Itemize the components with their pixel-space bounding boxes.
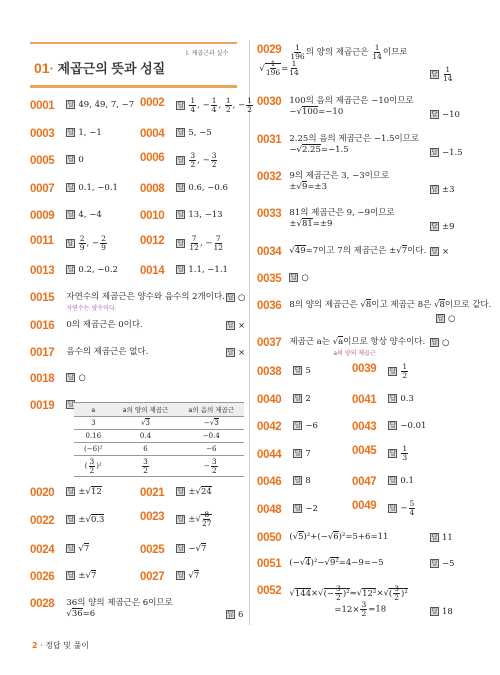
problem-0029: 0029 $\frac{1}{196}$ 의 양의 제곱근은 $\frac{1}{14}$ 이므로 √ $\frac{1}{196}$ = $\frac{1}{14}$ xyxy=(257,43,408,77)
problem-0045: 0045 답 $\frac{1}{3}$ xyxy=(352,444,408,462)
table-header: a xyxy=(74,403,113,417)
answer-0037: 답 ○ xyxy=(431,338,450,348)
page-footer: 2 · 정답 및 풀이 xyxy=(32,641,89,650)
problem-0020: 0020 답 ±√12 xyxy=(30,487,102,499)
problem-0011: 0011 답 $\frac{2}{9}$ , − $\frac{2}{9}$ xyxy=(30,234,106,252)
answer-0033: 답 ±9 xyxy=(431,222,455,232)
square-root-table xyxy=(74,402,244,477)
problem-number: 0032 xyxy=(257,171,282,183)
answer-mark: 답 xyxy=(177,155,185,164)
problem-0009 xyxy=(30,210,102,222)
problem-0003 xyxy=(30,128,102,140)
problem-0023: 0023 답 ±√ $\frac{8}{27}$ xyxy=(140,510,212,528)
problem-number: 0012 xyxy=(140,235,165,247)
footer-label: 정답 및 풀이 xyxy=(45,641,89,650)
problem-number: 0005 xyxy=(30,155,55,167)
problem-0044: 0044 답 7 xyxy=(257,449,311,461)
problem-number: 0044 xyxy=(257,449,282,461)
problem-number: 0029 xyxy=(257,44,282,56)
answer-text: 13, −13 xyxy=(188,210,223,220)
answer-mark: 답 xyxy=(67,100,75,108)
problem-0021: 0021 답 ±√24 xyxy=(140,487,212,499)
answer-0017: 답 × xyxy=(227,348,246,358)
problem-0049: 0049 답 − $\frac{5}{4}$ xyxy=(352,499,415,517)
problem-number: 0028 xyxy=(30,598,55,610)
problem-0006: 0006 답 $\frac{3}{2}$ , − $\frac{3}{2}$ xyxy=(140,151,217,169)
problem-number: 0016 xyxy=(30,320,55,332)
problem-0025: 0025 답 −√7 xyxy=(140,544,207,556)
answer-text: 0 xyxy=(78,155,84,165)
problem-number: 0024 xyxy=(30,544,55,556)
problem-number: 0013 xyxy=(30,265,55,277)
answer-mark: 답 xyxy=(177,265,185,273)
problem-0005 xyxy=(30,155,84,167)
answer-0034: 답 × xyxy=(431,247,450,257)
answer-mark: 답 xyxy=(177,210,185,218)
problem-number: 0003 xyxy=(30,128,55,140)
problem-0033: 0033 81의 제곱근은 9, −9이므로 ±√81=±9 xyxy=(257,208,395,229)
table-header: a의 양의 제곱근 xyxy=(113,403,179,417)
answer-mark: 답 xyxy=(177,128,185,136)
answer-text: 1.1, −1.1 xyxy=(188,265,228,275)
problem-number: 0040 xyxy=(257,394,282,406)
answer-mark: 답 xyxy=(67,183,75,191)
problem-0052: 0052 √144×√(− $\frac{3}{2}$ )²=√12²×√( $\frac{3}{2}$ )² =12× $\frac{3}{2}$ =18 xyxy=(257,584,408,618)
problem-0046: 0046 답 8 xyxy=(257,476,311,488)
table-row: 3 √3 −√3 xyxy=(74,417,244,430)
answer-0051: 답 −5 xyxy=(431,559,455,569)
problem-number: 0018 xyxy=(30,373,55,385)
answer-text: 0.6, −0.6 xyxy=(188,183,228,193)
problem-number: 0008 xyxy=(140,183,165,195)
problem-0031: 0031 2.25의 음의 제곱근은 −1.5이므로 −√2.25=−1.5 xyxy=(257,134,420,155)
answer-0016: 답 × xyxy=(227,321,246,331)
problem-number: 0048 xyxy=(257,504,282,516)
problem-number: 0036 xyxy=(257,300,282,312)
answer-mark: 답 xyxy=(67,128,75,136)
problem-number: 0041 xyxy=(352,394,377,406)
problem-number: 0007 xyxy=(30,183,55,195)
answer-text: 0.2, −0.2 xyxy=(78,265,118,275)
page-number: 2 xyxy=(32,641,38,650)
answer-0052: 답 18 xyxy=(431,607,453,617)
problem-number: 0030 xyxy=(257,96,282,108)
explanation-text: 0의 제곱근은 0이다. xyxy=(66,320,143,330)
problem-number: 0009 xyxy=(30,210,55,222)
problem-number: 0021 xyxy=(140,487,165,499)
problem-0039: 0039 답 $\frac{1}{2}$ xyxy=(352,362,408,380)
problem-number: 0047 xyxy=(352,476,377,488)
answer-0030: 답 −10 xyxy=(431,110,460,120)
problem-0035: 0035 답 ○ xyxy=(257,273,309,285)
problem-number: 0039 xyxy=(352,363,377,375)
answer-mark: 답 xyxy=(67,265,75,273)
problem-number: 0042 xyxy=(257,421,282,433)
problem-number: 0027 xyxy=(140,571,165,583)
problem-number: 0045 xyxy=(352,445,377,457)
answer-mark: 답 xyxy=(177,238,185,247)
problem-0024: 0024 답 √7 xyxy=(30,544,90,556)
answer-0050: 답 11 xyxy=(431,533,453,543)
answer-text: 1, −1 xyxy=(78,128,102,138)
problem-number: 0010 xyxy=(140,210,165,222)
problem-0030: 0030 100의 음의 제곱근은 −10이므로 −√100=−10 xyxy=(257,96,414,117)
explanation-text: 자연수의 제곱근은 양수와 음수의 2개이다. xyxy=(66,292,225,302)
answer-0029: 답 $\frac{1}{14}$ xyxy=(431,65,453,83)
answer-0031: 답 −1.5 xyxy=(431,148,463,158)
problem-number: 0049 xyxy=(352,500,377,512)
problem-0051: 0051 (−√4)²−√9²=4−9=−5 xyxy=(257,558,384,570)
answer-text: 0.1, −0.1 xyxy=(78,183,118,193)
problem-number: 0037 xyxy=(257,337,282,349)
problem-number: 0015 xyxy=(30,292,55,304)
problem-0042: 0042 답 −6 xyxy=(257,421,318,433)
problem-0018: 0018 답 ○ xyxy=(30,373,86,385)
problem-0014 xyxy=(140,265,228,277)
answer-mark: 답 xyxy=(67,155,75,163)
problem-0015 xyxy=(30,292,225,313)
problem-0013 xyxy=(30,265,118,277)
problem-0043: 0043 답 −0.01 xyxy=(352,421,427,433)
problem-number: 0017 xyxy=(30,347,55,359)
problem-0012: 0012 답 $\frac{7}{12}$ , − $\frac{7}{12}$ xyxy=(140,234,224,252)
problem-0041: 0041 답 0.3 xyxy=(352,394,414,406)
problem-0016 xyxy=(30,320,143,332)
problem-number: 0051 xyxy=(257,558,282,570)
annotation-note: a의 양의 제곱근 xyxy=(333,349,376,357)
problem-number: 0014 xyxy=(140,265,165,277)
answer-0036: 답 ○ xyxy=(437,314,456,324)
problem-number: 0052 xyxy=(257,585,282,597)
column-divider xyxy=(249,40,250,625)
problem-0036: 0036 8의 양의 제곱근은 √8이고 제곱근 8은 √8이므로 같다. xyxy=(257,300,492,312)
problem-0040: 0040 답 2 xyxy=(257,394,311,406)
problem-0002: 0002 답 $\frac{1}{4}$ , − $\frac{1}{4}$ , $\frac{1}{2}$ , − $\frac{1}{2}$ xyxy=(140,96,252,114)
problem-0037: 0037 제곱근 a는 √a이므로 항상 양수이다. a의 양의 제곱근 xyxy=(257,337,426,357)
answer-mark: 답 xyxy=(67,210,75,218)
problem-0034: 0034 √49=7이고 7의 제곱근은 ±√7이다. xyxy=(257,246,427,258)
section-title: 01· 제곱근의 뜻과 성질 xyxy=(34,60,166,76)
problem-0038: 0038 답 5 xyxy=(257,366,311,378)
problem-number: 0001 xyxy=(30,100,55,112)
table-header: a의 음의 제곱근 xyxy=(178,403,244,417)
problem-number: 0031 xyxy=(257,134,282,146)
problem-number: 0019 xyxy=(30,400,55,412)
problem-number: 0023 xyxy=(140,511,165,523)
explanation-text: 음수의 제곱근은 없다. xyxy=(66,347,149,357)
chapter-label: Ⅰ. 제곱근과 실수 xyxy=(186,50,229,57)
answer-0032: 답 ±3 xyxy=(431,185,455,195)
problem-number: 0004 xyxy=(140,128,165,140)
problem-number: 0022 xyxy=(30,515,55,527)
answer-text: 4, −4 xyxy=(78,210,102,220)
answer-mark: 답 xyxy=(67,238,74,247)
problem-number: 0011 xyxy=(30,235,54,247)
problem-number: 0038 xyxy=(257,366,282,378)
problem-0007 xyxy=(30,183,118,195)
problem-number: 0034 xyxy=(257,246,282,258)
problem-number: 0026 xyxy=(30,571,55,583)
problem-number: 0025 xyxy=(140,544,165,556)
unit-number: 01 xyxy=(34,60,50,76)
table-row: (−6)² 6 −6 xyxy=(74,443,244,456)
problem-0050: 0050 (√5)²+(−√6)²=5+6=11 xyxy=(257,532,389,544)
problem-number: 0033 xyxy=(257,208,282,220)
problem-number: 0006 xyxy=(140,152,165,164)
problem-0010 xyxy=(140,210,223,222)
problem-0019: 0019 답 xyxy=(30,400,75,412)
problem-0022: 0022 답 ±√0.3 xyxy=(30,515,105,527)
problem-0008 xyxy=(140,183,228,195)
problem-0048: 0048 답 −2 xyxy=(257,504,318,516)
answer-0015: 답 ○ xyxy=(227,293,246,303)
answer-mark: 답 xyxy=(177,100,185,109)
answer-0028: 답 6 xyxy=(227,610,244,620)
problem-number: 0046 xyxy=(257,476,282,488)
section-title-text: 제곱근의 뜻과 성질 xyxy=(57,61,166,76)
explanation-text: 36의 양의 제곱근은 6이므로 xyxy=(66,598,173,608)
answer-mark: 답 xyxy=(177,183,185,191)
problem-number: 0002 xyxy=(140,97,165,109)
problem-number: 0035 xyxy=(257,273,282,285)
problem-0017 xyxy=(30,347,148,359)
problem-number: 0050 xyxy=(257,532,282,544)
annotation-note: 자연수는 양수이다. xyxy=(66,304,117,312)
answer-text: 5, −5 xyxy=(188,128,212,138)
problem-0032: 0032 9의 제곱근은 3, −3이므로 ±√9=±3 xyxy=(257,171,390,192)
problem-0026: 0026 답 ±√7 xyxy=(30,571,97,583)
problem-number: 0043 xyxy=(352,421,377,433)
problem-number: 0020 xyxy=(30,487,55,499)
answer-text: 49, 49, 7, −7 xyxy=(78,100,135,110)
table-row: ( $\frac{3}{2}$ )² $\frac{3}{2}$ − $\frac{3}{2}$ xyxy=(74,456,244,477)
problem-0004 xyxy=(140,128,212,140)
problem-0027: 0027 답 √7 xyxy=(140,571,200,583)
problem-0028: 0028 36의 양의 제곱근은 6이므로 √36=6 xyxy=(30,598,173,619)
table-row: 0.16 0.4 −0.4 xyxy=(74,430,244,443)
problem-0047: 0047 답 0.1 xyxy=(352,476,414,488)
problem-0001 xyxy=(30,100,134,112)
